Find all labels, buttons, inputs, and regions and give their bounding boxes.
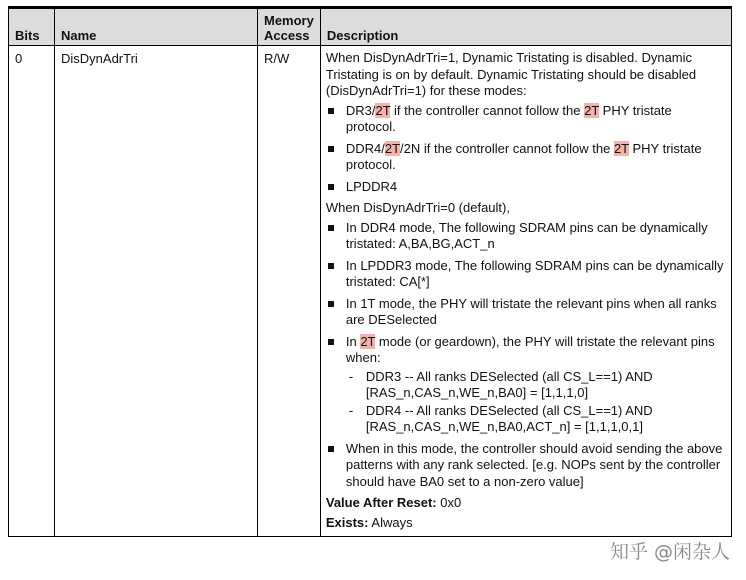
description-intro: When DisDynAdrTri=1, Dynamic Tristating is disabled. Dynamic Tristating is on by default. Dynamic Tristating should be disabled (DisDynAdrTri=1) for these modes: [325, 50, 697, 98]
list-item: In LPDDR3 mode, The following SDRAM pins can be dynamically tristated: CA[*] [326, 258, 725, 291]
list-item: In DDR4 mode, The following SDRAM pins can be dynamically tristated: A,BA,BG,ACT_n [326, 220, 725, 253]
sub-list [346, 369, 725, 436]
list-item: In 1T mode, the PHY will tristate the relevant pins when all ranks are DESelected [326, 296, 725, 329]
list-item: DR3/2T if the controller cannot follow the 2T PHY tristate protocol. [326, 103, 725, 136]
bullet-icon [328, 301, 334, 307]
mode-list [326, 103, 725, 196]
bullet-icon [328, 146, 334, 152]
bits-cell: 0 [9, 46, 55, 537]
bullet-icon [328, 108, 334, 114]
highlight: 2T [584, 102, 600, 118]
sub-list-item: - DDR3 -- All ranks DESelected (all CS_L==1) AND [RAS_n,CAS_n,WE_n,BA0] = [1,1,1,0] [348, 368, 653, 400]
bullet-icon [328, 446, 334, 452]
list-item: When in this mode, the controller should avoid sending the above patterns with any rank selected. [e.g. NOPs sent by the controller should have BA0 set to a non-zero value] [326, 441, 725, 491]
zero-intro: When DisDynAdrTri=0 (default), [325, 200, 510, 215]
reset-value: Value After Reset: 0x0 [325, 495, 462, 510]
name-cell: DisDynAdrTri [55, 46, 258, 537]
table-row [9, 46, 732, 537]
list-item: In 2T mode (or geardown), the PHY will tristate the relevant pins when: - DDR3 -- All ranks DESelected (all CS_L==1) AND [RAS_n,CAS_n,WE_n,BA0] = [1,1,1,0] - DDR4 -- All ranks DESelected (all CS_L==1) AND [RAS_n,CAS_n,WE_n,BA0,ACT_n] = [1,1,1,0,1] [326, 334, 725, 436]
bullet-icon [328, 184, 334, 190]
access-cell: R/W [258, 46, 321, 537]
header-memory-access: Memory Access [258, 9, 321, 46]
header-name: Name [55, 9, 258, 46]
bullet-icon [328, 263, 334, 269]
sub-list-item: - DDR4 -- All ranks DESelected (all CS_L==1) AND [RAS_n,CAS_n,WE_n,BA0,ACT_n] = [1,1,1,0,1] [348, 402, 653, 434]
bullet-icon [328, 225, 334, 231]
header-bits: Bits [9, 9, 55, 46]
register-table [8, 8, 732, 537]
description-cell [320, 46, 731, 537]
highlight: 2T [384, 140, 401, 156]
dash-icon: - [348, 368, 354, 384]
list-item: LPDDR4 [326, 179, 725, 196]
header-description: Description [320, 9, 731, 46]
list-item: DDR4/2T/2N if the controller cannot follow the 2T PHY tristate protocol. [326, 141, 725, 174]
highlight: 2T [613, 140, 629, 156]
highlight: 2T [360, 333, 376, 349]
detail-list [326, 220, 725, 491]
exists-value: Exists: Always [325, 514, 413, 530]
header-row [9, 9, 732, 46]
highlight: 2T [375, 102, 391, 118]
watermark: 知乎 @闲杂人 [608, 537, 732, 564]
dash-icon: - [348, 402, 354, 418]
bullet-icon [328, 339, 334, 345]
